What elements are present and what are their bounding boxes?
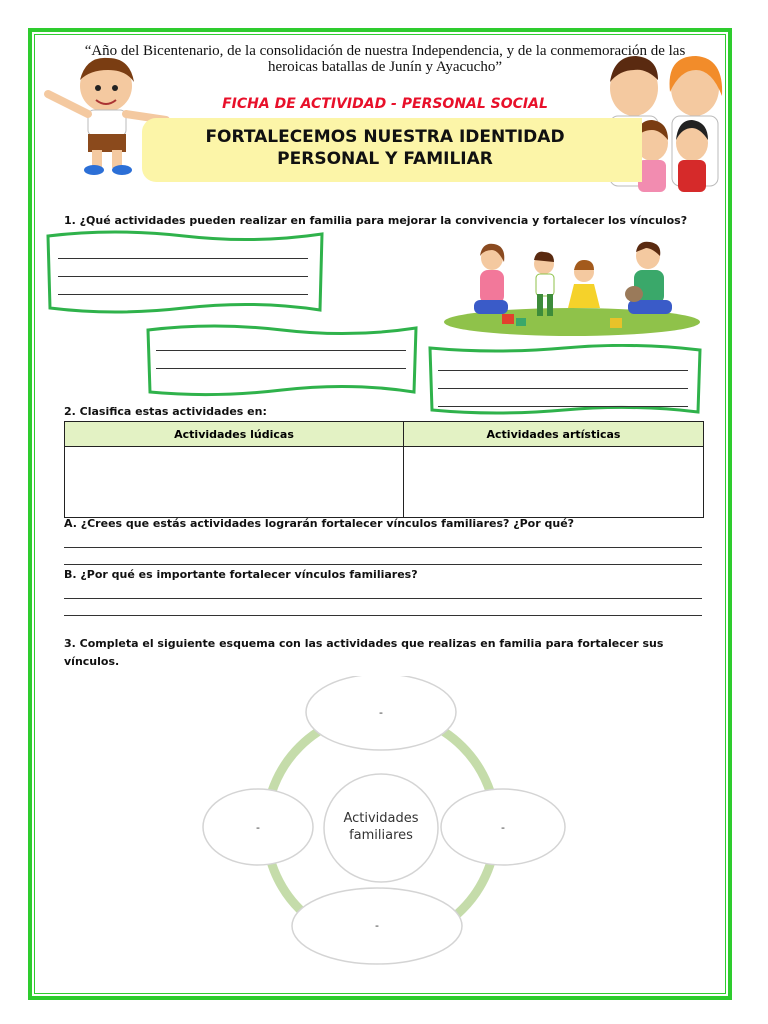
answer-line xyxy=(438,370,688,371)
column-header-ludicas: Actividades lúdicas xyxy=(65,422,404,447)
answer-cell-artisticas[interactable] xyxy=(404,447,704,518)
answer-line[interactable] xyxy=(64,615,702,616)
main-title-line2: PERSONAL Y FAMILIAR xyxy=(277,149,493,169)
family-playing-illustration xyxy=(440,238,704,338)
answer-line xyxy=(58,258,308,259)
center-label xyxy=(326,810,436,844)
answer-box-2[interactable] xyxy=(144,324,420,398)
main-title-line1: FORTALECEMOS NUESTRA IDENTIDAD xyxy=(205,127,565,147)
node-label-top: - xyxy=(379,706,383,719)
answer-line xyxy=(156,368,406,369)
answer-box-3[interactable] xyxy=(426,344,704,416)
center-label-line1: Actividades xyxy=(343,811,419,826)
center-label-line2: familiares xyxy=(349,828,413,843)
node-label-left: - xyxy=(256,821,260,834)
question-a-text: A. ¿Crees que estás actividades lograrán fortalecer vínculos familiares? ¿Por qué? xyxy=(64,517,575,530)
question-3-text: 3. Completa el siguiente esquema con las actividades que realizas en familia para fortalecer sus vínculos. xyxy=(64,637,664,668)
node-label-bottom: - xyxy=(375,919,379,932)
cycle-diagram xyxy=(200,676,570,966)
answer-line xyxy=(58,294,308,295)
question-b-text: B. ¿Por qué es importante fortalecer vínculos familiares? xyxy=(64,568,418,581)
answer-line xyxy=(58,276,308,277)
answer-line[interactable] xyxy=(64,598,702,599)
column-header-artisticas: Actividades artísticas xyxy=(404,422,704,447)
answer-box-1[interactable] xyxy=(44,230,326,316)
answer-line xyxy=(438,406,688,407)
node-label-right: - xyxy=(501,821,505,834)
answer-line xyxy=(438,388,688,389)
classification-table xyxy=(64,421,704,518)
question-2-text: 2. Clasifica estas actividades en: xyxy=(64,405,267,418)
answer-line[interactable] xyxy=(64,564,702,565)
answer-line xyxy=(156,350,406,351)
question-1-text: 1. ¿Qué actividades pueden realizar en familia para mejorar la convivencia y fortalecer los vínculos? xyxy=(64,214,688,227)
main-title xyxy=(150,126,620,170)
answer-cell-ludicas[interactable] xyxy=(65,447,404,518)
header-motto: “Año del Bicentenario, de la consolidación de nuestra Independencia, y de la conmemoración de las heroicas batallas de Junín y Ayacucho” xyxy=(84,43,686,75)
subject-title: FICHA DE ACTIVIDAD - PERSONAL SOCIAL xyxy=(222,96,548,112)
answer-line[interactable] xyxy=(64,547,702,548)
